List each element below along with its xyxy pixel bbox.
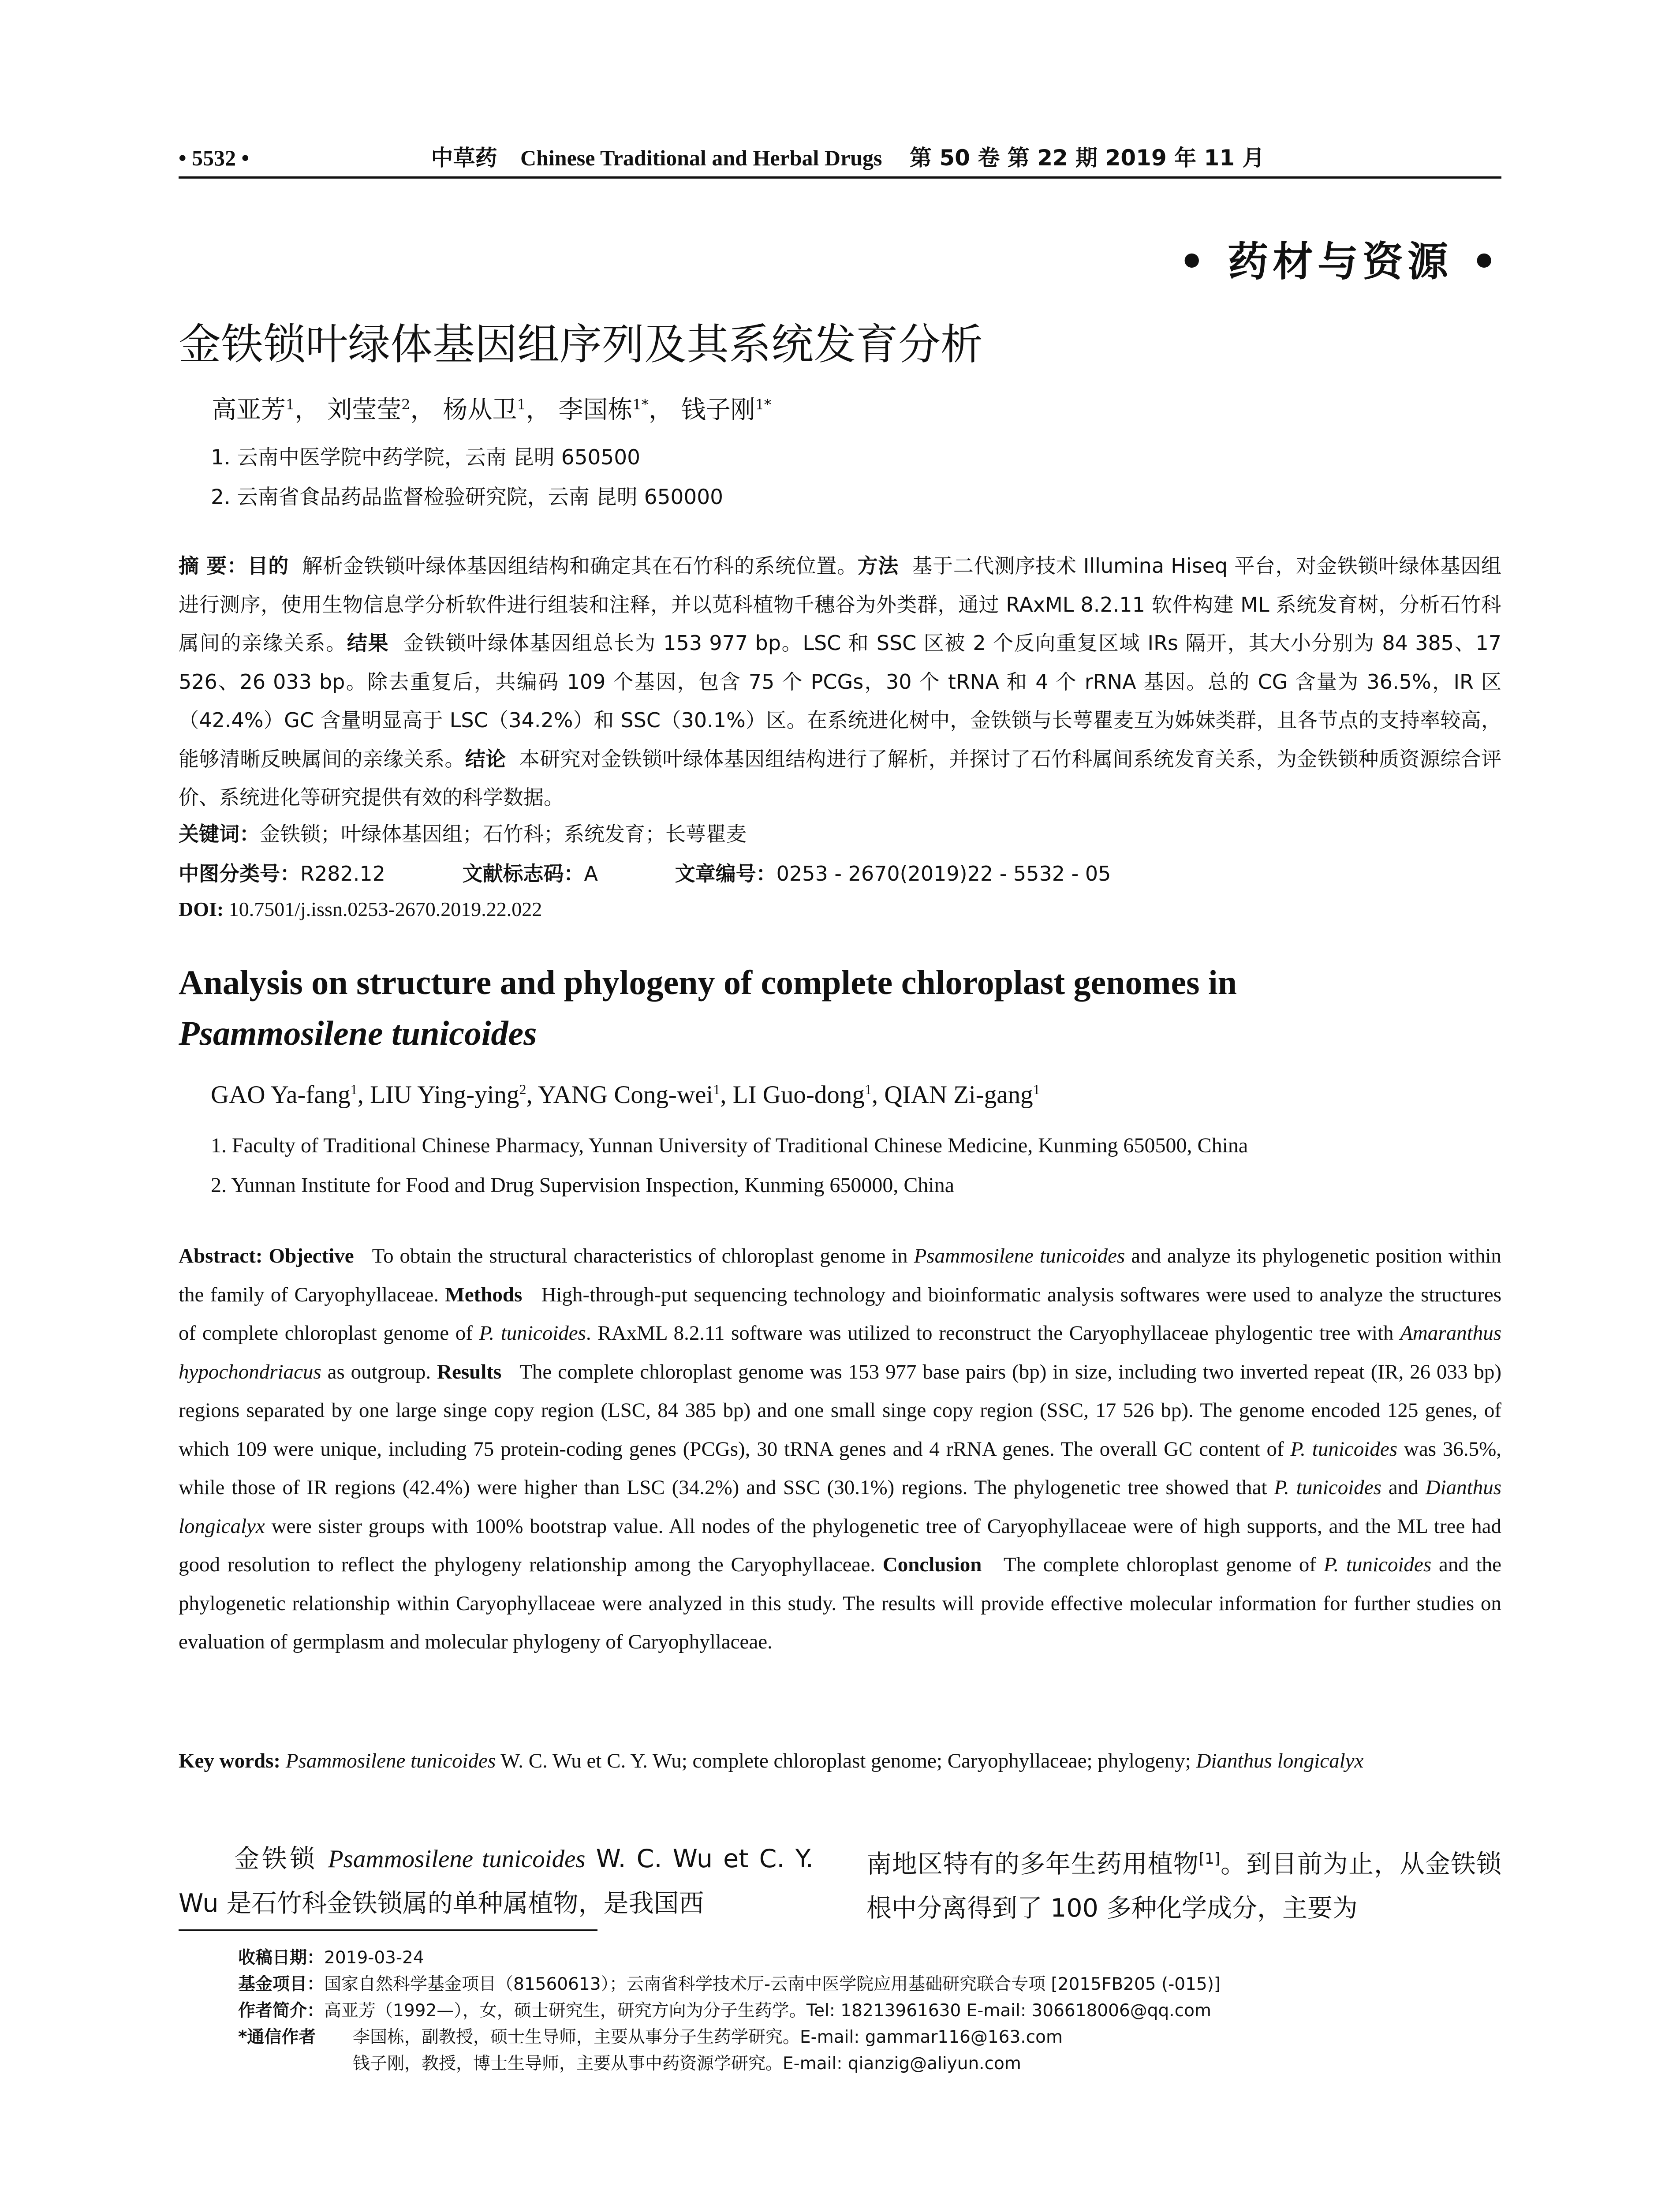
fund-value: 国家自然科学基金项目（81560613）；云南省科学技术厅-云南中医学院应用基础研究联合专项 [2015FB205 (-015)] [324,1974,1221,1994]
author-name: YANG Cong-wei [538,1081,713,1109]
reference-mark[interactable]: [1] [1198,1850,1221,1868]
running-header [179,140,1501,180]
footnote-fund [238,1971,1221,1998]
journal-name-cn: 中草药 [431,145,497,171]
keywords-text: 金铁锁；叶绿体基因组；石竹科；系统发育；长萼瞿麦 [260,822,747,846]
footnote-author [238,1998,1211,2024]
author-mark: 1 [1033,1081,1040,1097]
author-mark: 1* [632,396,649,413]
body-text: 。到目前为止，从金铁锁根中分离得到了 100 多种化学成分，主要为 [866,1850,1501,1923]
title-en-line1: Analysis on structure and phylogeny of complete chloroplast genomes in [179,963,1237,1002]
species-name: Amaranthus hypochondriacus [179,1322,1501,1383]
objective-label: 目的 [247,554,289,578]
footnote-corresponding [238,2024,1063,2051]
doi-label: DOI: [179,898,224,920]
results-en-text: were sister groups with 100% bootstrap value. All nodes of the phylogenetic tree of Caryophyllaceae were of high supports, and the ML tree had good resolution to reflect the phylogeny relationship among the Caryophyllaceae. [179,1514,1502,1576]
footnote-received [238,1945,424,1971]
authors-cn: 高亚芳$^1$， 刘莹莹$^2$， 杨从卫$^1$， 李国栋$^{1*}$， 钱子刚$^{1*}$ [212,396,772,424]
issue-info: 第 50 卷 第 22 期 2019 年 11 月 [909,145,1265,171]
species-name: P. tunicoides [1274,1476,1381,1499]
results-en-label: Results [437,1360,502,1383]
author-name: 高亚芳 [212,396,286,424]
conclusion-en-text: and the phylogenetic relationship within Caryophyllaceae were analyzed in this study. The results will provide effective molecular information for further studies on evaluation of germplasm and molecular phylogeny of Caryophyllaceae. [179,1553,1501,1653]
methods-label: 方法 [857,554,899,578]
author-name: LI Guo-dong [732,1081,865,1109]
classification-line [179,858,1111,887]
methods-en-label: Methods [445,1283,523,1306]
species-name: P. tunicoides [1290,1437,1397,1461]
species-name: Psammosilene tunicoides [328,1845,586,1873]
abstract-label: 摘 要： [179,554,248,578]
header-rule [179,176,1501,179]
keywords-en-label: Key words: [179,1749,281,1772]
objective-en-text: and analyze its phylogenetic position within the family of Caryophyllaceae. [179,1245,1502,1306]
conclusion-text: 本研究对金铁锁叶绿体基因组结构进行了解析，并探讨了石竹科属间系统发育关系，为金铁锁种质资源综合评价、系统进化等研究提供有效的科学数据。 [179,747,1502,809]
affiliation-en: 1. Faculty of Traditional Chinese Pharmacy, Yunnan University of Traditional Chinese Medicine, Kunming 650500, China [211,1134,1248,1157]
keywords-label: 关键词： [179,822,260,846]
page-number: • 5532 • [179,146,250,170]
doc-value: A [584,862,598,886]
objective-en-text: To obtain the structural characteristics of chloroplast genome in [372,1245,908,1267]
journal-name-en: Chinese Traditional and Herbal Drugs [520,146,882,170]
author-mark: 1 [517,396,526,413]
section-tag: • 药材与资源 • [1179,238,1501,285]
article-label: 文章编号： [675,862,777,886]
author-mark: 1* [755,396,772,413]
species-name: Dianthus longicalyx [1196,1749,1364,1772]
results-text: 金铁锁叶绿体基因组总长为 153 977 bp。LSC 和 SSC 区被 2 个反向重复区域 IRs 隔开，其大小分别为 84 385、17 526、26 033 bp。除去重复后，共编码 109 个基因，包含 75 个 PCGs，30 个 tRNA 和 4 个 rRNA 基因。总的 CG 含量为 36.5%，IR 区（42.4%）GC 含量明显高于 LSC（34.2%）和 SSC（30.1%）区。在系统进化树中，金铁锁与长萼瞿麦互为姊妹类群，且各节点的支持率较高，能够清晰反映属间的亲缘关系。 [179,631,1502,771]
title-cn: 金铁锁叶绿体基因组序列及其系统发育分析 [179,320,983,369]
author-mark: 2 [401,396,411,413]
author-name: 钱子刚 [681,396,755,424]
corresponding-value: 李国栋，副教授，硕士生导师，主要从事分子生药学研究。E-mail: gammar116@163.com [353,2027,1063,2047]
species-name: Psammosilene tunicoides [285,1749,496,1772]
body-text: 南地区特有的多年生药用植物 [866,1850,1199,1879]
affiliation-en: 2. Yunnan Institute for Food and Drug Supervision Inspection, Kunming 650000, China [211,1174,955,1197]
title-en [179,957,1501,1058]
fund-label: 基金项目： [238,1974,325,1994]
author-mark: 2 [519,1081,526,1097]
affiliation-cn: 2. 云南省食品药品监督检验研究院，云南 昆明 650000 [211,485,724,509]
methods-en-text: as outgroup. [327,1360,431,1383]
author-name: 李国栋 [558,396,633,424]
results-en-text: was 36.5%, while those of IR regions (42.4%) were higher than LSC (34.2%) and SSC (30.1%) regions. The phylogenetic tree showed that [179,1437,1502,1499]
methods-text: 基于二代测序技术 Illumina Hiseq 平台，对金铁锁叶绿体基因组进行测序，使用生物信息学分析软件进行组装和注释，并以苋科植物千穗谷为外类群，通过 RAxML 8.2.11 软件构建 ML 系统发育树，分析石竹科属间的亲缘关系。 [179,554,1502,655]
author-mark: 1 [713,1081,721,1097]
title-en-species: Psammosilene tunicoides [179,1014,537,1052]
conclusion-en-label: Conclusion [882,1553,982,1576]
objective-text: 解析金铁锁叶绿体基因组结构和确定其在石竹科的系统位置。 [302,554,858,578]
keywords-en-text: W. C. Wu et C. Y. Wu; complete chloroplast genome; Caryophyllaceae; phylogeny; [500,1749,1191,1772]
keywords-en [179,1742,1501,1781]
footnote-rule [179,1929,597,1931]
article-value: 0253 - 2670(2019)22 - 5532 - 05 [776,862,1111,886]
methods-en-text: High-through-put sequencing technology and bioinformatic analysis softwares were used to analyze the structures of complete chloroplast genome of [179,1283,1502,1345]
affiliation-cn: 1. 云南中医学院中药学院，云南 昆明 650500 [211,445,641,470]
received-label: 收稿日期： [238,1948,325,1968]
body-column-right [866,1837,1501,1930]
species-name: P. tunicoides [1323,1553,1432,1576]
clc-value: R282.12 [300,862,385,886]
doi-link[interactable]: 10.7501/j.issn.0253-2670.2019.22.022 [228,898,542,920]
methods-en-text: . RAxML 8.2.11 software was utilized to reconstruct the Caryophyllaceae phylogentic tree with [586,1322,1394,1345]
author-info-value: 高亚芳（1992—），女，硕士研究生，研究方向为分子生药学。Tel: 18213961630 E-mail: 306618006@qq.com [324,2001,1212,2021]
objective-en-label: Objective [269,1245,354,1267]
doi-line [179,897,542,921]
author-name: 杨从卫 [443,396,517,424]
author-mark: 1 [350,1081,358,1097]
author-info-label: 作者简介： [238,2001,325,2021]
authors-en: GAO Ya-fang$^1$, LIU Ying-ying$^2$, YANG Cong-wei$^1$, LI Guo-dong$^1$, QIAN Zi-gang$^1$ [211,1081,1040,1109]
author-name: GAO Ya-fang [211,1081,351,1109]
conclusion-label: 结论 [465,747,506,771]
species-name: Psammosilene tunicoides [914,1245,1125,1267]
results-en-text: The complete chloroplast genome was 153 977 base pairs (bp) in size, including two inverted repeat (IR, 26 033 bp) regions separated by one large singe copy region (LSC, 84 385 bp) and one small singe copy region (SSC, 17 526 bp). The genome encoded 125 genes, of which 109 were unique, including 75 protein-coding genes (PCGs), 30 tRNA genes and 4 rRNA genes. The overall GC content of [179,1360,1502,1461]
corresponding-label: *通信作者 [238,2027,316,2047]
abstract-en [179,1237,1501,1662]
author-name: 刘莹莹 [327,396,402,424]
abstract-en-label: Abstract: [179,1245,263,1267]
received-value: 2019-03-24 [324,1948,424,1968]
author-name: QIAN Zi-gang [884,1081,1033,1109]
keywords-cn [179,818,747,847]
species-name: Dianthus longicalyx [179,1476,1502,1538]
species-name: P. tunicoides [479,1322,586,1345]
body-column-left [179,1837,814,1925]
body-text: W. C. Wu et C. Y. Wu 是石竹科金铁锁属的单种属植物，是我国西 [179,1844,814,1918]
author-name: LIU Ying-ying [370,1081,519,1109]
author-mark: 1 [286,396,295,413]
clc-label: 中图分类号： [179,862,300,886]
results-en-text: and [1388,1476,1419,1499]
conclusion-en-text: The complete chloroplast genome of [1003,1553,1317,1576]
abstract-cn [179,547,1501,817]
author-mark: 1 [864,1081,872,1097]
footnote-corresponding-2: 钱子刚，教授，博士生导师，主要从事中药资源学研究。E-mail: qianzig@aliyun.com [353,2054,1021,2074]
results-label: 结果 [347,631,389,655]
doc-label: 文献标志码： [462,862,584,886]
body-text: 金铁锁 [231,1844,317,1873]
